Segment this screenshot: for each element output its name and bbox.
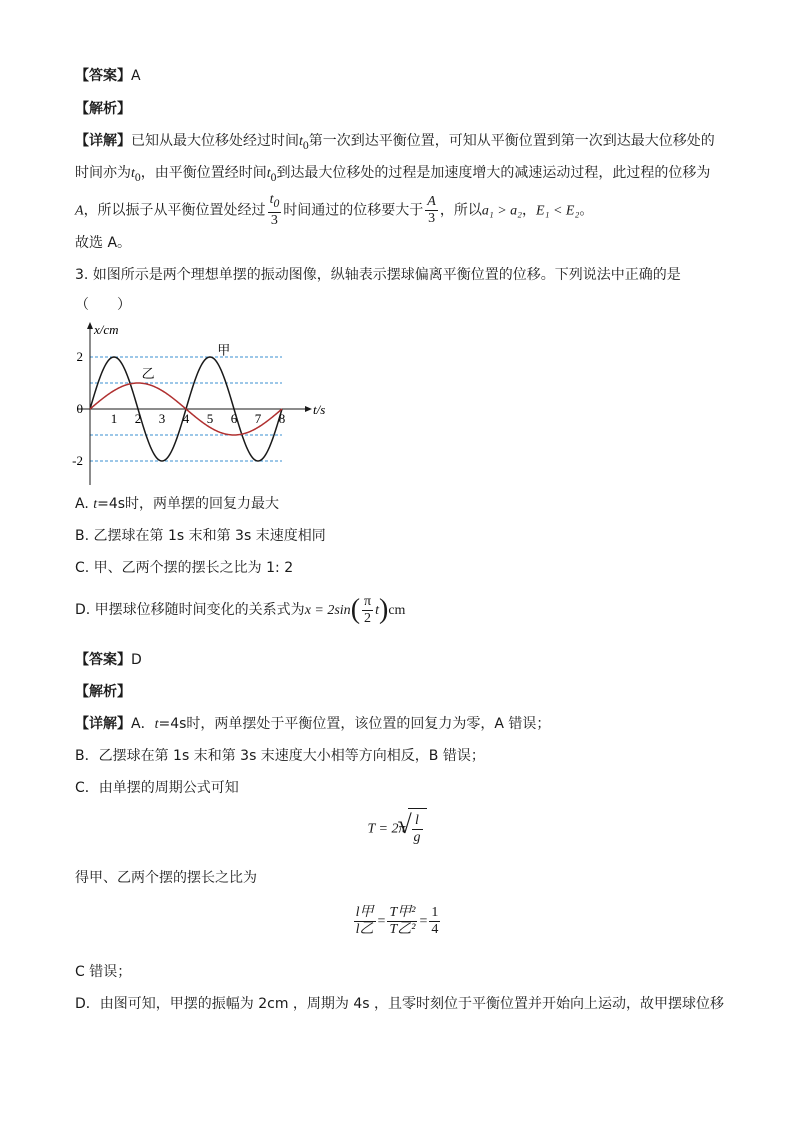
q2-detail-line-2: 时间亦为$t_0$，由平衡位置经时间$t_0$到达最大位移处的过程是加速度增大的减速运动过程，此过程的位移为 [75, 165, 711, 184]
option-c[interactable]: C. 甲、乙两个摆的摆长之比为 1: 2 [75, 560, 294, 576]
x-tick-label: 2 [134, 411, 142, 426]
x-tick-label: 8 [278, 411, 286, 426]
y-tick-label: 0 [76, 401, 83, 416]
y-tick-label: 2 [76, 349, 83, 364]
y-axis-label: x/cm [94, 322, 119, 337]
x-axis-arrow [305, 406, 312, 412]
y-axis-arrow [87, 322, 93, 329]
x-axis-label: t/s [313, 402, 326, 417]
x-tick-label: 5 [206, 411, 214, 426]
q2-detail-line-3: A，所以振子从平衡位置处经过 $\frac{t_0}{3}$ 时间通过的位移要大于 $\frac{A}{3}$ ，所以a₁ > a₂，E₁ < E₂。 [75, 192, 594, 228]
y-tick-label: -2 [72, 453, 83, 468]
x-tick-label: 4 [182, 411, 190, 426]
x-tick-label: 1 [110, 411, 118, 426]
q3-detail-a: 【详解】A．t=4s时，两单摆处于平衡位置，该位置的回复力为零，A 错误； [75, 716, 551, 732]
q2-answer-line [75, 66, 141, 86]
q3-stem-line-1: 3. 如图所示是两个理想单摆的振动图像，纵轴表示摆球偏离平衡位置的位移。下列说法中正确的是 [75, 267, 681, 283]
answer-label: 【答案】 [75, 68, 131, 84]
x-tick-label: 6 [230, 411, 238, 426]
option-a[interactable]: A. t=4s时，两单摆的回复力最大 [75, 496, 280, 512]
option-d[interactable]: D. 甲摆球位移随时间变化的关系式为x = 2sin( $\frac{\pi}{2}$ t)cm [75, 593, 406, 626]
ratio-intro: 得甲、乙两个摆的摆长之比为 [75, 870, 257, 886]
q3-stem-line-2: （ ） [75, 297, 131, 313]
q2-choose: 故选 A。 [75, 235, 132, 251]
q2-detail-line-1: 【详解】已知从最大位移处经过时间$t_0$第一次到达平衡位置，可知从平衡位置到第一次到达最大位移处的 [75, 133, 715, 152]
c-wrong: C 错误； [75, 964, 132, 980]
fraction-a-over-3: $\frac{A}{3}$ [427, 193, 436, 226]
q3-analysis-label: 【解析】 [75, 684, 131, 700]
answer-value: A [131, 68, 141, 84]
option-b[interactable]: B. 乙摆球在第 1s 末和第 3s 末速度相同 [75, 528, 326, 544]
x-tick-label: 3 [158, 411, 166, 426]
q3-detail-c: C．由单摆的周期公式可知 [75, 780, 239, 796]
fraction-pi-over-2: $\frac{\pi}{2}$ [364, 593, 372, 626]
series-label-yi: 乙 [141, 365, 155, 381]
q3-answer-line: 【答案】D [75, 652, 142, 668]
x-tick-label: 7 [254, 411, 262, 426]
q3-detail-d: D．由图可知，甲摆的振幅为 2cm ，周期为 4s ，且零时刻位于平衡位置并开始向上运动，故甲摆球位移 [75, 996, 725, 1012]
oscillation-chart [70, 320, 340, 490]
q2-analysis-label: 【解析】 [75, 101, 131, 117]
series-label-jia: 甲 [217, 342, 231, 358]
period-formula: T = 2π √ $\frac{l}{g}$ [0, 808, 794, 850]
fraction-t0-over-3: $\frac{t_0}{3}$ [269, 192, 280, 228]
ratio-formula: $\frac{\text{l甲}}{\text{l乙}}$ = $\frac{\text{T甲²}}{\text{T乙²}}$ = $\frac{1}{4}$ [355, 904, 439, 937]
q3-detail-b: B．乙摆球在第 1s 末和第 3s 末速度大小相等方向相反，B 错误； [75, 748, 485, 764]
